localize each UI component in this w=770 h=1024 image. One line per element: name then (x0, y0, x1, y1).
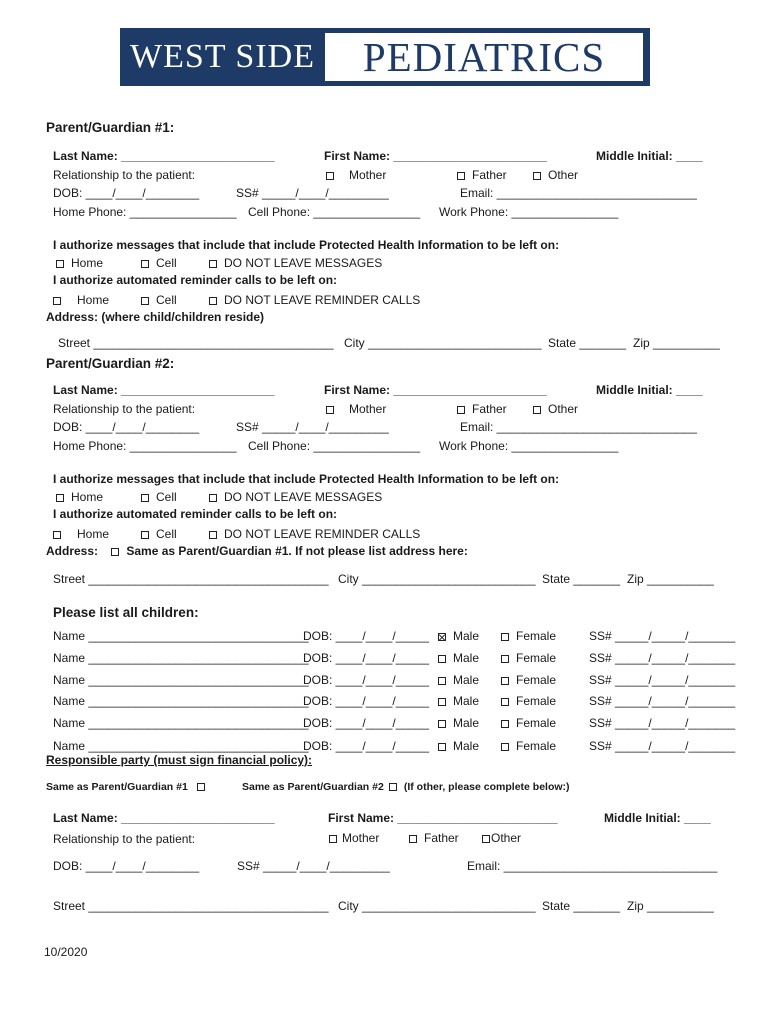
child-female-option[interactable]: Female (501, 629, 556, 643)
child-dob-field[interactable]: DOB: ____/____/_____ (303, 694, 430, 708)
pg2-authorize-calls-label: I authorize automated reminder calls to be left on: (53, 507, 338, 521)
responsible-heading: Responsible party (must sign financial policy): (46, 753, 313, 767)
child-name-field[interactable]: Name _________________________________ (53, 673, 309, 687)
pg2-msg-cell-option[interactable]: Cell (141, 490, 177, 504)
pg2-same-address-label: Same as Parent/Guardian #1. If not please list address here: (126, 544, 468, 558)
resp-state-field[interactable]: State _______ (542, 899, 621, 913)
pg2-home-phone-field[interactable]: Home Phone: ________________ (53, 439, 237, 453)
checkbox-icon[interactable] (501, 698, 509, 706)
resp-father-option[interactable]: Father (409, 831, 459, 845)
pg1-father-option[interactable]: Father (457, 168, 507, 182)
checkbox-icon[interactable] (141, 494, 149, 502)
pg1-address-label: Address: (where child/children reside) (46, 310, 265, 324)
resp-same-pg2-option[interactable]: Same as Parent/Guardian #2 (If other, please complete below:) (242, 781, 570, 793)
pg2-call-cell-option[interactable]: Cell (141, 527, 177, 541)
checkbox-icon[interactable] (209, 531, 217, 539)
child-male-option[interactable]: Male (438, 651, 479, 665)
child-ss-field[interactable]: SS# _____/_____/_______ (589, 694, 736, 708)
pg1-home-phone-field[interactable]: Home Phone: ________________ (53, 205, 237, 219)
pg2-father-option[interactable]: Father (457, 402, 507, 416)
resp-email-field[interactable]: Email: ________________________________ (467, 859, 718, 873)
pg1-zip-field[interactable]: Zip __________ (633, 336, 720, 350)
checkbox-icon[interactable] (329, 835, 337, 843)
pg2-address-row (46, 544, 468, 558)
checkbox-icon[interactable] (457, 406, 465, 414)
child-female-option[interactable]: Female (501, 651, 556, 665)
resp-other-option[interactable]: Other (482, 831, 521, 845)
checkbox-icon[interactable] (438, 633, 446, 641)
child-dob-field[interactable]: DOB: ____/____/_____ (303, 629, 430, 643)
resp-last-name-field[interactable]: Last Name: _______________________ (53, 811, 275, 825)
pg1-middle-initial-field[interactable]: Middle Initial: ____ (596, 149, 703, 163)
resp-city-field[interactable]: City __________________________ (338, 899, 536, 913)
pg1-last-name-field[interactable]: Last Name: _______________________ (53, 149, 275, 163)
pg1-state-field[interactable]: State _______ (548, 336, 627, 350)
pg1-email-field[interactable]: Email: ______________________________ (460, 186, 697, 200)
resp-dob-field[interactable]: DOB: ____/____/________ (53, 859, 200, 873)
child-ss-field[interactable]: SS# _____/_____/_______ (589, 739, 736, 753)
child-dob-field[interactable]: DOB: ____/____/_____ (303, 673, 430, 687)
pg1-ss-field[interactable]: SS# _____/____/_________ (236, 186, 389, 200)
resp-middle-initial-field[interactable]: Middle Initial: ____ (604, 811, 711, 825)
checkbox-icon[interactable] (141, 531, 149, 539)
checkbox-icon[interactable] (409, 835, 417, 843)
resp-first-name-field[interactable]: First Name: ________________________ (328, 811, 558, 825)
child-dob-field[interactable]: DOB: ____/____/_____ (303, 651, 430, 665)
pg1-authorize-calls-label: I authorize automated reminder calls to be left on: (53, 273, 338, 287)
checkbox-icon[interactable] (533, 406, 541, 414)
pg2-authorize-messages-label: I authorize messages that include that include Protected Health Information to be left on: (53, 472, 560, 486)
child-male-option[interactable]: Male (438, 739, 479, 753)
checkbox-icon[interactable] (56, 494, 64, 502)
checkbox-icon[interactable] (501, 720, 509, 728)
child-name-field[interactable]: Name _________________________________ (53, 629, 309, 643)
practice-logo (120, 28, 650, 86)
children-heading: Please list all children: (53, 605, 199, 620)
child-female-option[interactable]: Female (501, 673, 556, 687)
pg2-heading: Parent/Guardian #2: (46, 356, 175, 371)
pg1-other-option[interactable]: Other (533, 168, 578, 182)
pg2-work-phone-field[interactable]: Work Phone: ________________ (439, 439, 619, 453)
pg2-no-messages-option[interactable]: DO NOT LEAVE MESSAGES (209, 490, 382, 504)
pg1-mother-option[interactable]: Mother (326, 168, 386, 182)
pg1-no-messages-option[interactable]: DO NOT LEAVE MESSAGES (209, 256, 382, 270)
child-male-option[interactable]: Male (438, 694, 479, 708)
checkbox-icon[interactable] (209, 494, 217, 502)
pg2-address-label: Address: (46, 544, 99, 558)
checkbox-icon[interactable] (56, 260, 64, 268)
pg1-cell-phone-field[interactable]: Cell Phone: ________________ (248, 205, 421, 219)
checkbox-icon[interactable] (326, 406, 334, 414)
pg2-first-name-field[interactable]: First Name: _______________________ (324, 383, 547, 397)
pg2-call-home-option[interactable]: Home (53, 527, 109, 541)
checkbox-icon[interactable] (501, 655, 509, 663)
checkbox-icon[interactable] (438, 655, 446, 663)
child-female-option[interactable]: Female (501, 716, 556, 730)
pg1-call-cell-option[interactable]: Cell (141, 293, 177, 307)
pg1-first-name-field[interactable]: First Name: _______________________ (324, 149, 547, 163)
pg2-relationship-label: Relationship to the patient: (53, 402, 196, 416)
child-name-field[interactable]: Name _________________________________ (53, 651, 309, 665)
pg1-work-phone-field[interactable]: Work Phone: ________________ (439, 205, 619, 219)
pg2-street-field[interactable]: Street ____________________________________ (53, 572, 329, 586)
checkbox-icon[interactable] (501, 633, 509, 641)
checkbox-icon[interactable] (141, 297, 149, 305)
pg2-middle-initial-field[interactable]: Middle Initial: ____ (596, 383, 703, 397)
checkbox-icon[interactable] (501, 677, 509, 685)
child-female-option[interactable]: Female (501, 694, 556, 708)
logo-west-side: WEST SIDE (130, 38, 315, 75)
resp-zip-field[interactable]: Zip __________ (627, 899, 714, 913)
pg2-city-field[interactable]: City __________________________ (338, 572, 536, 586)
pg1-relationship-label: Relationship to the patient: (53, 168, 196, 182)
child-male-option[interactable]: Male (438, 673, 479, 687)
checkbox-icon[interactable] (533, 172, 541, 180)
pg1-dob-field[interactable]: DOB: ____/____/________ (53, 186, 200, 200)
child-name-field[interactable]: Name _________________________________ (53, 739, 309, 753)
pg1-street-field[interactable]: Street ____________________________________ (58, 336, 334, 350)
checkbox-icon[interactable] (141, 260, 149, 268)
checkbox-icon[interactable] (53, 531, 61, 539)
checkbox-icon[interactable] (326, 172, 334, 180)
checkbox-icon[interactable] (209, 297, 217, 305)
child-ss-field[interactable]: SS# _____/_____/_______ (589, 673, 736, 687)
pg2-email-field[interactable]: Email: ______________________________ (460, 420, 697, 434)
checkbox-icon[interactable] (438, 698, 446, 706)
pg1-call-home-option[interactable]: Home (53, 293, 109, 307)
resp-street-field[interactable]: Street ____________________________________ (53, 899, 329, 913)
pg2-mother-option[interactable]: Mother (326, 402, 386, 416)
checkbox-icon[interactable] (438, 677, 446, 685)
child-name-field[interactable]: Name _________________________________ (53, 694, 309, 708)
child-name-field[interactable]: Name _________________________________ (53, 716, 309, 730)
pg2-dob-field[interactable]: DOB: ____/____/________ (53, 420, 200, 434)
pg1-authorize-messages-label: I authorize messages that include that include Protected Health Information to be left on: (53, 238, 560, 252)
checkbox-icon[interactable] (209, 260, 217, 268)
child-ss-field[interactable]: SS# _____/_____/_______ (589, 716, 736, 730)
child-male-option[interactable]: Male (438, 716, 479, 730)
checkbox-icon[interactable] (389, 783, 397, 791)
resp-same-pg1-option[interactable]: Same as Parent/Guardian #1 (46, 781, 212, 793)
pg1-msg-cell-option[interactable]: Cell (141, 256, 177, 270)
checkbox-icon[interactable] (197, 783, 205, 791)
logo-pediatrics: PEDIATRICS (325, 33, 643, 81)
pg1-city-field[interactable]: City __________________________ (344, 336, 542, 350)
checkbox-icon[interactable] (501, 743, 509, 751)
pg1-msg-home-option[interactable]: Home (56, 256, 103, 270)
checkbox-icon[interactable] (482, 835, 490, 843)
pg2-cell-phone-field[interactable]: Cell Phone: ________________ (248, 439, 421, 453)
form-revision-date: 10/2020 (44, 945, 88, 959)
pg2-no-calls-option[interactable]: DO NOT LEAVE REMINDER CALLS (209, 527, 420, 541)
resp-relationship-label: Relationship to the patient: (53, 832, 196, 846)
pg2-same-address-checkbox-icon[interactable] (111, 548, 119, 556)
child-ss-field[interactable]: SS# _____/_____/_______ (589, 651, 736, 665)
pg2-ss-field[interactable]: SS# _____/____/_________ (236, 420, 389, 434)
pg2-other-option[interactable]: Other (533, 402, 578, 416)
child-dob-field[interactable]: DOB: ____/____/_____ (303, 716, 430, 730)
resp-ss-field[interactable]: SS# _____/____/_________ (237, 859, 390, 873)
resp-mother-option[interactable]: Mother (329, 831, 379, 845)
checkbox-icon[interactable] (438, 720, 446, 728)
child-dob-field[interactable]: DOB: ____/____/_____ (303, 739, 430, 753)
child-male-option[interactable]: Male (438, 629, 479, 643)
pg2-state-field[interactable]: State _______ (542, 572, 621, 586)
pg1-heading: Parent/Guardian #1: (46, 120, 175, 135)
child-female-option[interactable]: Female (501, 739, 556, 753)
checkbox-icon[interactable] (438, 743, 446, 751)
pg2-msg-home-option[interactable]: Home (56, 490, 103, 504)
pg1-no-calls-option[interactable]: DO NOT LEAVE REMINDER CALLS (209, 293, 420, 307)
child-ss-field[interactable]: SS# _____/_____/_______ (589, 629, 736, 643)
pg2-last-name-field[interactable]: Last Name: _______________________ (53, 383, 275, 397)
checkbox-icon[interactable] (457, 172, 465, 180)
checkbox-icon[interactable] (53, 297, 61, 305)
pg2-zip-field[interactable]: Zip __________ (627, 572, 714, 586)
